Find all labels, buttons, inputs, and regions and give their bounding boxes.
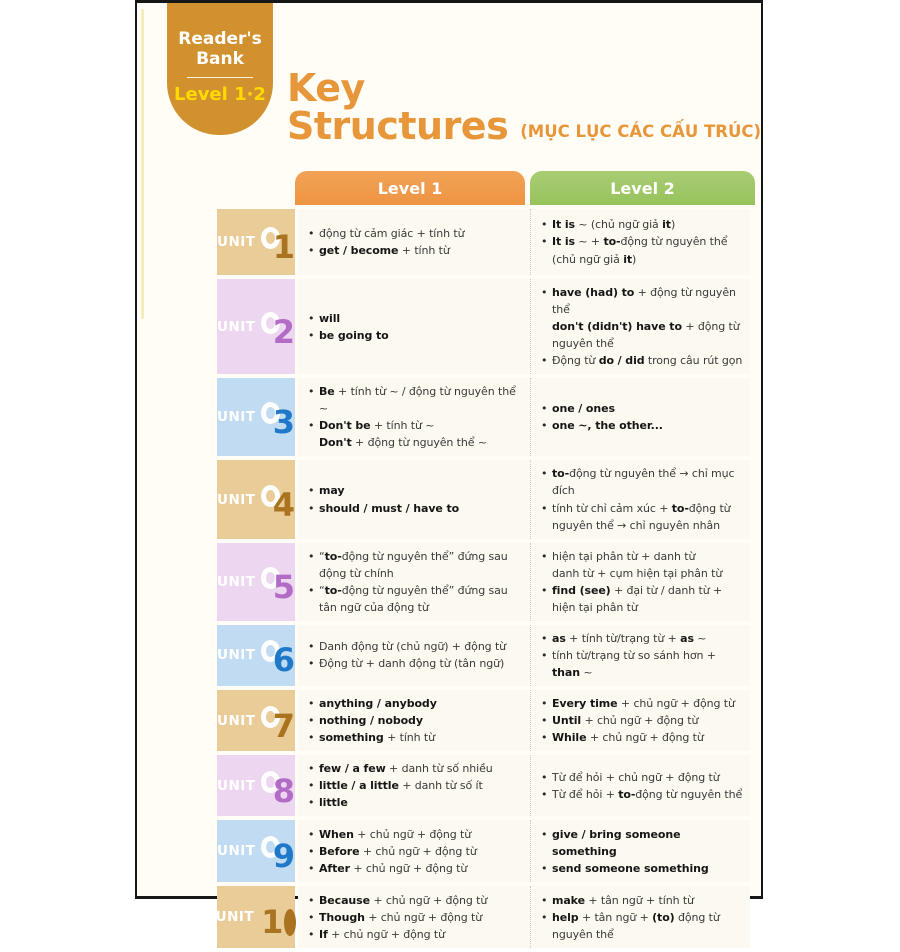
bullet-item xyxy=(541,909,746,943)
bullet-dot: • xyxy=(308,385,315,399)
readers-bank-badge xyxy=(167,3,273,135)
bullet-dot: • xyxy=(308,549,315,563)
unit-badge xyxy=(217,886,295,948)
bullet-item xyxy=(308,760,526,777)
bullet-text: few / a few + danh từ số nhiều xyxy=(319,762,493,776)
unit-label: UNIT xyxy=(217,409,256,426)
bullet-item xyxy=(541,548,746,582)
bullet-text: Don't be + tính từ ~ Don't + động từ nguyên thể ~ xyxy=(319,419,487,450)
bullet-text: little / a little + danh từ số ít xyxy=(319,779,483,793)
bullet-dot: • xyxy=(308,796,315,810)
unit-number: 1 xyxy=(272,228,295,266)
bullet-item xyxy=(308,500,526,517)
bullet-dot: • xyxy=(308,484,315,498)
bullet-dot: • xyxy=(308,827,315,841)
bullet-text: Danh động từ (chủ ngữ) + động từ xyxy=(319,640,507,654)
bullet-item xyxy=(541,712,746,729)
bullet-dot: • xyxy=(541,827,548,841)
bullet-item xyxy=(541,352,746,369)
level2-cell xyxy=(530,279,750,374)
bullet-dot: • xyxy=(308,583,315,597)
unit-badge xyxy=(217,755,295,816)
bullet-text: tính từ chỉ cảm xúc + to-động từ nguyên thể → chỉ nguyên nhân xyxy=(552,501,731,532)
bullet-text: động từ cảm giác + tính từ xyxy=(319,226,465,240)
level2-cell xyxy=(530,755,750,816)
unit-row xyxy=(217,820,755,882)
level1-cell xyxy=(298,378,530,456)
bullet-dot: • xyxy=(308,762,315,776)
bullet-text: get / become + tính từ xyxy=(319,244,450,257)
bullet-text: It is ~ + to-động từ nguyên thể (chủ ngữ giả it) xyxy=(552,235,728,266)
bullet-item xyxy=(308,843,526,860)
bullet-text: After + chủ ngữ + động từ xyxy=(319,861,468,875)
unit-row xyxy=(217,625,755,686)
scanned-book-page xyxy=(135,0,763,942)
bullet-text: to-động từ nguyên thể → chỉ mục đích xyxy=(552,467,735,498)
bullet-text: one ~, the other... xyxy=(552,419,663,433)
bullet-text: should / must / have to xyxy=(319,501,460,515)
unit-badge xyxy=(217,460,295,538)
level1-cell xyxy=(298,625,530,686)
bullet-text: as + tính từ/trạng từ + as ~ xyxy=(552,631,707,645)
unit-number: 7 xyxy=(272,706,295,745)
bullet-text: Động từ + danh động từ (tân ngữ) xyxy=(319,657,505,671)
unit-number: 6 xyxy=(272,641,295,680)
unit-number: 8 xyxy=(272,771,295,810)
bullet-dot: • xyxy=(541,893,548,907)
bullet-dot: • xyxy=(308,696,315,710)
unit-label: UNIT xyxy=(217,491,256,508)
bullet-dot: • xyxy=(541,402,548,416)
bullet-dot: • xyxy=(541,286,548,299)
bullet-item xyxy=(308,909,526,926)
bullet-text: Every time + chủ ngữ + động từ xyxy=(552,696,735,710)
bullet-item xyxy=(308,860,526,877)
bullet-item xyxy=(308,892,526,909)
bullet-dot: • xyxy=(541,648,548,662)
bullet-item xyxy=(541,769,746,786)
bullet-text: send someone something xyxy=(552,861,709,875)
bullet-text: Because + chủ ngữ + động từ xyxy=(319,893,488,907)
bullet-item xyxy=(308,482,526,499)
bullet-item xyxy=(541,465,746,499)
bullet-text: help + tân ngữ + (to) động từ nguyên thể xyxy=(552,910,720,941)
unit-number: 2 xyxy=(272,312,295,351)
unit-number: 5 xyxy=(272,567,295,606)
level1-cell xyxy=(298,690,530,751)
bullet-text: Until + chủ ngữ + động từ xyxy=(552,713,699,727)
column-header-level2: Level 2 xyxy=(530,171,755,205)
bullet-dot: • xyxy=(541,235,548,249)
unit-badge xyxy=(217,543,295,621)
bullet-dot: • xyxy=(308,731,315,745)
bullet-item xyxy=(541,417,746,434)
unit-badge xyxy=(217,209,295,275)
page-header xyxy=(287,66,761,148)
bullet-text: find (see) + đại từ / danh từ + hiện tại phân từ xyxy=(552,583,723,614)
unit-row xyxy=(217,460,755,538)
bullet-item xyxy=(541,216,746,233)
unit-row xyxy=(217,279,755,374)
page-title: Key Structures xyxy=(287,66,509,148)
unit-label: UNIT xyxy=(217,843,256,860)
bullet-dot: • xyxy=(308,244,315,257)
column-header-level1: Level 1 xyxy=(295,171,525,205)
bullet-dot: • xyxy=(308,657,315,671)
bullet-dot: • xyxy=(308,328,315,342)
bullet-text: give / bring someone something xyxy=(552,827,681,858)
unit-number: 3 xyxy=(272,403,295,442)
bullet-item xyxy=(541,500,746,534)
bullet-dot: • xyxy=(541,770,548,784)
level2-cell xyxy=(530,543,750,621)
bullet-dot: • xyxy=(308,311,315,325)
bullet-item xyxy=(541,400,746,417)
unit-label: UNIT xyxy=(215,909,255,926)
bullet-text: “to-động từ nguyên thể” đứng sau động từ chính xyxy=(319,549,508,580)
bullet-dot: • xyxy=(308,844,315,858)
bullet-text: It is ~ (chủ ngữ giả it) xyxy=(552,218,676,232)
bullet-text: may xyxy=(319,484,345,498)
key-structures-table xyxy=(217,171,755,952)
bullet-item xyxy=(308,417,526,451)
bullet-item xyxy=(308,383,526,417)
unit-badge xyxy=(217,690,295,751)
level1-cell xyxy=(298,460,530,538)
bullet-text: Though + chủ ngữ + động từ xyxy=(319,910,483,924)
level2-cell xyxy=(530,625,750,686)
bullet-text: Be + tính từ ~ / động từ nguyên thể ~ xyxy=(319,385,516,416)
bullet-item xyxy=(308,777,526,794)
unit-badge xyxy=(217,378,295,456)
bullet-text: Từ để hỏi + to-động từ nguyên thể xyxy=(552,787,743,801)
bullet-item xyxy=(308,548,526,582)
bullet-dot: • xyxy=(541,419,548,433)
level2-cell xyxy=(530,690,750,751)
bullet-item xyxy=(541,786,746,803)
bullet-item xyxy=(541,582,746,616)
bullet-dot: • xyxy=(308,910,315,924)
table-rows xyxy=(217,209,755,948)
badge-brand-line1: Reader's xyxy=(178,29,262,49)
badge-brand-line2: Bank xyxy=(196,49,244,70)
bullet-text: Từ để hỏi + chủ ngữ + động từ xyxy=(552,770,720,784)
level2-cell xyxy=(530,460,750,538)
scan-artifact-line xyxy=(141,9,144,319)
bullet-text: hiện tại phân từ + danh từ danh từ + cụm hiện tại phân từ xyxy=(552,549,723,580)
bullet-dot: • xyxy=(308,419,315,433)
bullet-dot: • xyxy=(308,640,315,654)
bullet-item xyxy=(541,695,746,712)
bullet-text: Động từ do / did trong câu rút gọn xyxy=(552,354,743,368)
bullet-dot: • xyxy=(308,713,315,727)
bullet-dot: • xyxy=(541,467,548,481)
bullet-dot: • xyxy=(541,501,548,515)
bullet-text: When + chủ ngữ + động từ xyxy=(319,827,472,841)
bullet-dot: • xyxy=(541,354,548,368)
bullet-item xyxy=(308,826,526,843)
bullet-dot: • xyxy=(308,779,315,793)
bullet-item xyxy=(308,582,526,616)
level2-cell xyxy=(530,886,750,948)
bullet-text: make + tân ngữ + tính từ xyxy=(552,893,694,907)
bullet-dot: • xyxy=(541,861,548,875)
bullet-text: something + tính từ xyxy=(319,731,436,745)
bullet-dot: • xyxy=(308,893,315,907)
bullet-text: If + chủ ngữ + động từ xyxy=(319,927,445,941)
bullet-item xyxy=(541,630,746,647)
bullet-item xyxy=(541,284,746,352)
level1-cell xyxy=(298,755,530,816)
bullet-item xyxy=(308,638,526,655)
bullet-item xyxy=(541,892,746,909)
bullet-text: will xyxy=(319,311,341,325)
bullet-item xyxy=(308,729,526,746)
bullet-text: have (had) to + động từ nguyên thể don't (didn't) have to + động từ nguyên thể xyxy=(552,286,740,351)
unit-badge xyxy=(217,279,295,374)
bullet-item xyxy=(541,233,746,267)
bullet-text: little xyxy=(319,796,348,810)
level2-cell xyxy=(530,378,750,456)
bullet-text: Before + chủ ngữ + động từ xyxy=(319,844,477,858)
bullet-item xyxy=(308,712,526,729)
level1-cell xyxy=(298,209,530,275)
bullet-item xyxy=(541,860,746,877)
unit-number: 4 xyxy=(272,485,295,524)
badge-level-label: Level 1·2 xyxy=(174,83,266,105)
unit-number: 9 xyxy=(272,837,295,876)
bullet-item xyxy=(308,926,526,943)
bullet-item xyxy=(308,225,526,242)
bullet-item xyxy=(308,310,526,327)
page-subtitle: (MỤC LỤC CÁC CẤU TRÚC) xyxy=(520,122,761,141)
unit-row xyxy=(217,209,755,275)
unit-label: UNIT xyxy=(217,234,256,250)
bullet-text: be going to xyxy=(319,328,389,342)
bullet-dot: • xyxy=(308,501,315,515)
unit-label: UNIT xyxy=(217,318,256,335)
bullet-item xyxy=(308,327,526,344)
bullet-item xyxy=(308,695,526,712)
unit-label: UNIT xyxy=(217,573,256,590)
level2-cell xyxy=(530,820,750,882)
unit-number: 1 xyxy=(261,903,284,942)
unit-label: UNIT xyxy=(217,712,256,729)
bullet-dot: • xyxy=(541,696,548,710)
bullet-item xyxy=(308,242,526,259)
bullet-dot: • xyxy=(541,583,548,597)
unit-label: UNIT xyxy=(217,777,256,794)
unit-row xyxy=(217,543,755,621)
level1-cell xyxy=(298,279,530,374)
bullet-dot: • xyxy=(541,631,548,645)
unit-row xyxy=(217,886,755,948)
bullet-text: anything / anybody xyxy=(319,696,437,710)
bullet-text: one / ones xyxy=(552,402,615,416)
bullet-dot: • xyxy=(541,910,548,924)
unit-row xyxy=(217,755,755,816)
level1-cell xyxy=(298,543,530,621)
level2-cell xyxy=(530,209,750,275)
bullet-dot: • xyxy=(541,731,548,745)
bullet-dot: • xyxy=(541,218,548,232)
bullet-item xyxy=(541,647,746,681)
bullet-dot: • xyxy=(308,226,315,240)
bullet-dot: • xyxy=(541,713,548,727)
bullet-item xyxy=(541,826,746,860)
bullet-item xyxy=(308,794,526,811)
bullet-text: While + chủ ngữ + động từ xyxy=(552,731,704,745)
bullet-dot: • xyxy=(308,927,315,941)
unit-badge xyxy=(217,625,295,686)
bullet-item xyxy=(541,729,746,746)
table-column-headers xyxy=(295,171,755,205)
bullet-dot: • xyxy=(541,549,548,563)
unit-row xyxy=(217,378,755,456)
badge-divider xyxy=(187,77,253,78)
bullet-text: tính từ/trạng từ so sánh hơn + than ~ xyxy=(552,648,716,679)
bullet-dot: • xyxy=(308,861,315,875)
unit-zero-ring-icon xyxy=(284,909,296,936)
unit-label: UNIT xyxy=(217,647,256,664)
unit-badge xyxy=(217,820,295,882)
bullet-text: “to-động từ nguyên thể” đứng sau tân ngữ của động từ xyxy=(319,583,508,614)
level1-cell xyxy=(298,820,530,882)
bullet-dot: • xyxy=(541,787,548,801)
bullet-item xyxy=(308,655,526,672)
bullet-text: nothing / nobody xyxy=(319,713,423,727)
level1-cell xyxy=(298,886,530,948)
unit-row xyxy=(217,690,755,751)
